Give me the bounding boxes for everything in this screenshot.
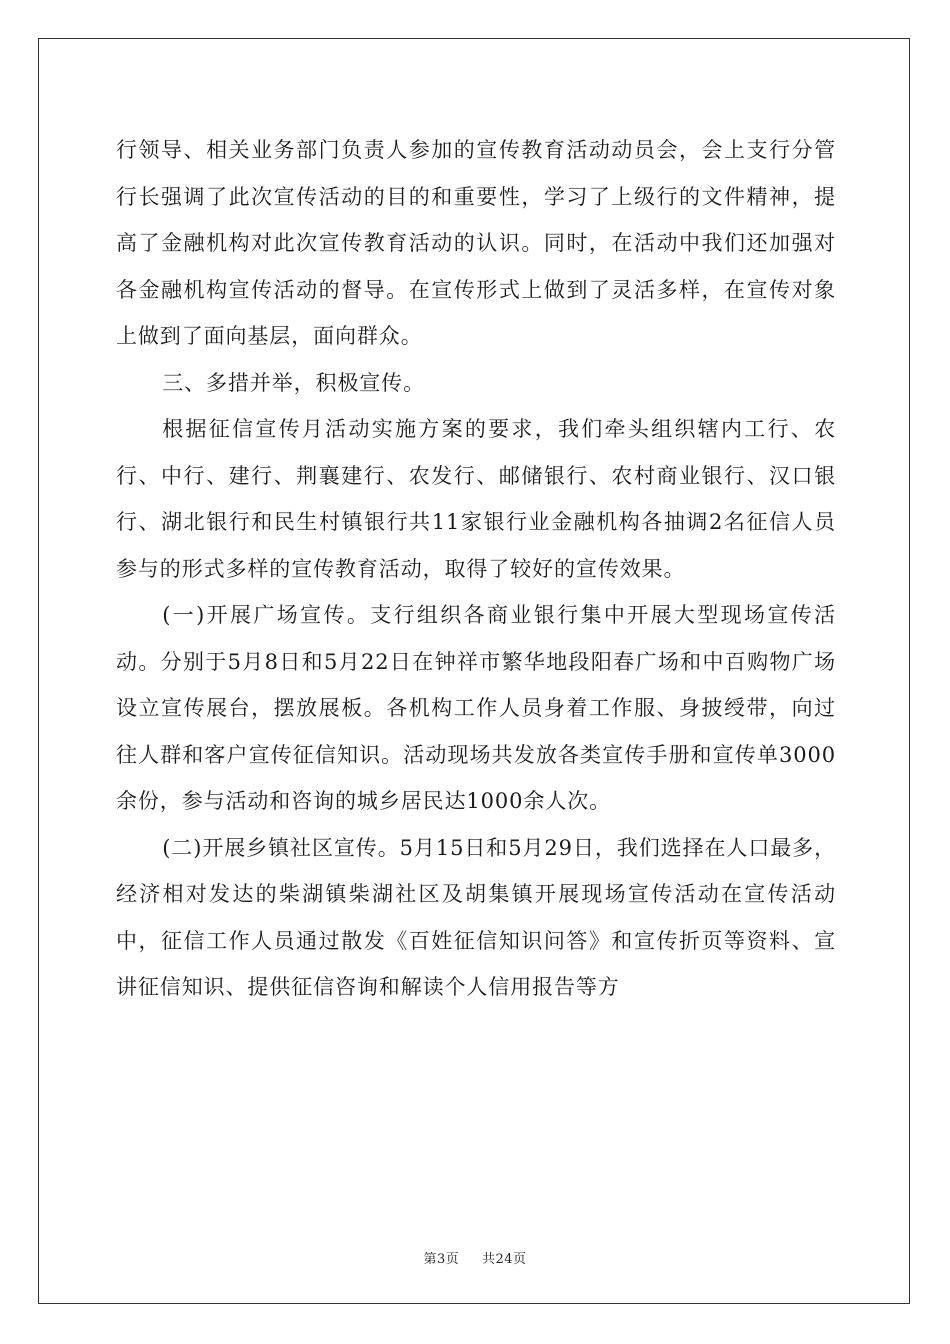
paragraph-community-publicity: (二)开展乡镇社区宣传。5月15日和5月29日，我们选择在人口最多，经济相对发达的柴湖镇柴湖社区及胡集镇开展现场宣传活动在宣传活动中，征信工作人员通过散发《百姓征信知识问答》和宣传折页等资料、宣讲征信知识、提供征信咨询和解读个人信用报告等方 xyxy=(116,835,836,999)
document-body xyxy=(116,127,836,1011)
paragraph-square-publicity: (一)开展广场宣传。支行组织各商业银行集中开展大型现场宣传活动。分别于5月8日和5月22日在钟祥市繁华地段阳春广场和中百购物广场设立宣传展台，摆放展板。各机构工作人员身着工作服、身披绶带，向过往人群和客户宣传征信知识。活动现场共发放各类宣传手册和宣传单3000余份，参与活动和咨询的城乡居民达1000余人次。 xyxy=(116,603,836,813)
page-total: 共24页 xyxy=(482,1252,527,1267)
paragraph-continuation: 行领导、相关业务部门负责人参加的宣传教育活动动员会，会上支行分管行长强调了此次宣传活动的目的和重要性，学习了上级行的文件精神，提高了金融机构对此次宣传教育活动的认识。同时，在活动中我们还加强对各金融机构宣传活动的督导。在宣传形式上做到了灵活多样，在宣传对象上做到了面向基层，面向群众。 xyxy=(116,138,836,348)
section-heading: 三、多措并举，积极宣传。 xyxy=(162,370,425,395)
page-spacer xyxy=(464,1252,478,1267)
page-footer xyxy=(0,1248,950,1267)
page-number: 第3页 xyxy=(423,1252,460,1267)
paragraph-campaign-plan: 根据征信宣传月活动实施方案的要求，我们牵头组织辖内工行、农行、中行、建行、荆襄建行、农发行、邮储银行、农村商业银行、汉口银行、湖北银行和民生村镇银行共11家银行业金融机构各抽调2名征信人员参与的形式多样的宣传教育活动，取得了较好的宣传效果。 xyxy=(116,417,836,581)
